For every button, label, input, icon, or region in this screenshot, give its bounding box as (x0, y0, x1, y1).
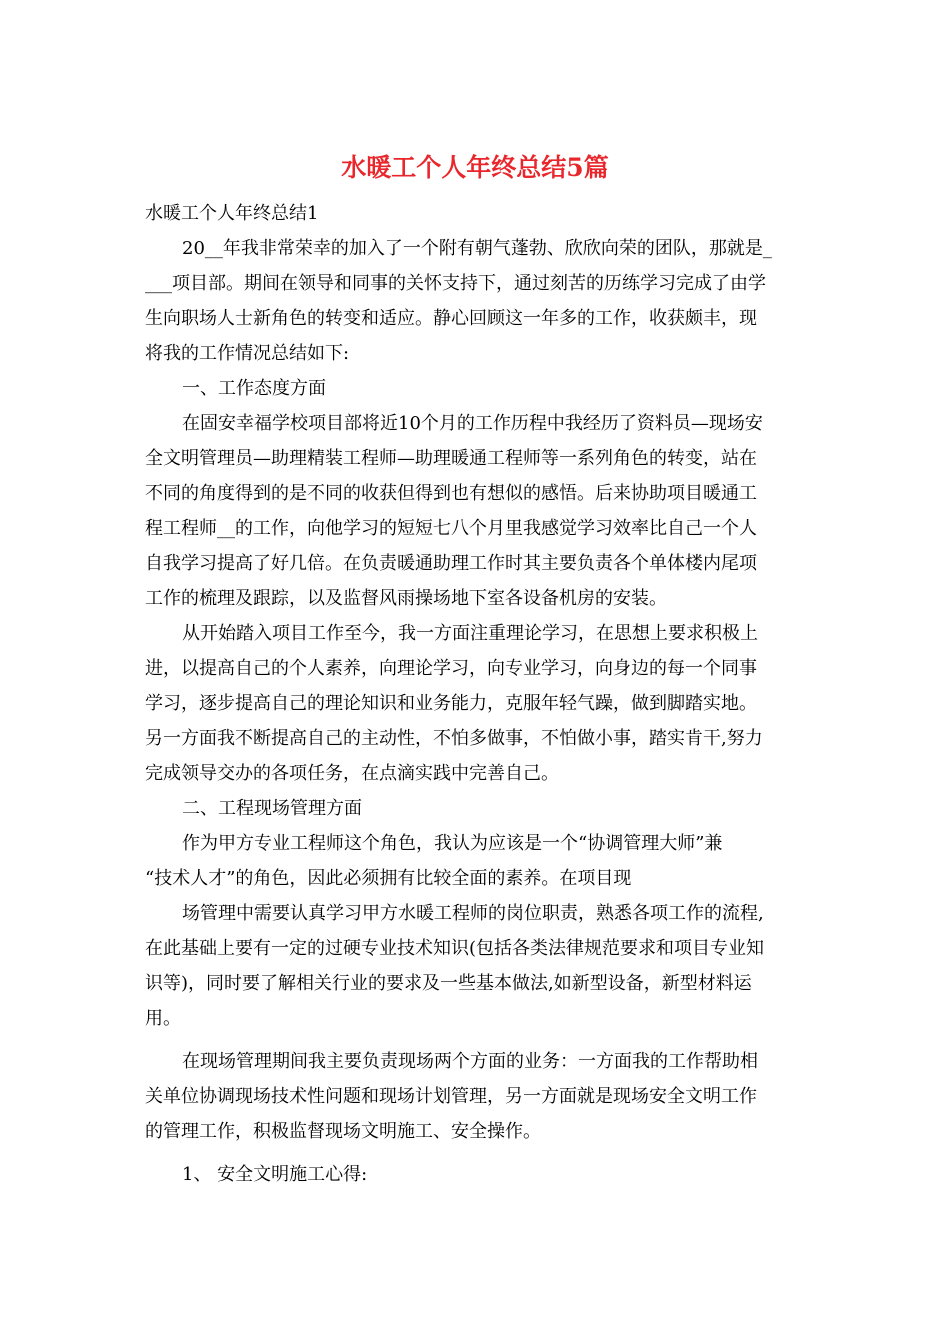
paragraph-line: 作为甲方专业工程师这个角色，我认为应该是一个“协调管理大师”兼 (182, 833, 723, 854)
paragraph-line: 的管理工作，积极监督现场文明施工、安全操作。 (145, 1121, 541, 1142)
paragraph-line: 学习，逐步提高自己的理论知识和业务能力，克服年轻气躁，做到脚踏实地。 (145, 693, 757, 714)
paragraph-line: 工作的梳理及跟踪，以及监督风雨操场地下室各设备机房的安装。 (145, 588, 667, 609)
paragraph-line: 自我学习提高了好几倍。在负责暖通助理工作时其主要负责各个单体楼内尾项 (145, 553, 757, 574)
paragraph-line: 识等)，同时要了解相关行业的要求及一些基本做法,如新型设备，新型材料运 (145, 973, 752, 994)
paragraph-line: 完成领导交办的各项任务，在点滴实践中完善自己。 (145, 763, 559, 784)
section-heading: 水暖工个人年终总结1 (145, 203, 319, 224)
paragraph-line: 程工程师__的工作，向他学习的短短七八个月里我感觉学习效率比自己一个人 (145, 518, 757, 539)
paragraph-line: “技术人才”的角色，因此必须拥有比较全面的素养。在项目现 (145, 868, 632, 889)
paragraph-line: 场管理中需要认真学习甲方水暖工程师的岗位职责，熟悉各项工作的流程, (182, 903, 764, 924)
paragraph-line: 不同的角度得到的是不同的收获但得到也有想似的感悟。后来协助项目暖通工 (145, 483, 757, 504)
document-title: 水暖工个人年终总结5篇 (341, 153, 609, 182)
subsection-heading: 一、工作态度方面 (182, 378, 326, 399)
paragraph-line: ___项目部。期间在领导和同事的关怀支持下，通过刻苦的历练学习完成了由学 (145, 273, 766, 294)
paragraph-line: 在此基础上要有一定的过硬专业技术知识(包括各类法律规范要求和项目专业知 (145, 938, 765, 959)
paragraph-line: 从开始踏入项目工作至今，我一方面注重理论学习，在思想上要求积极上 (182, 623, 758, 644)
document-body (145, 196, 805, 1192)
paragraph-line: 在现场管理期间我主要负责现场两个方面的业务：一方面我的工作帮助相 (182, 1051, 758, 1072)
paragraph-line: 全文明管理员—助理精装工程师—助理暖通工程师等一系列角色的转变，站在 (145, 448, 757, 469)
paragraph-line: 另一方面我不断提高自己的主动性，不怕多做事，不怕做小事，踏实肯干,努力 (145, 728, 763, 749)
paragraph-line: 20__年我非常荣幸的加入了一个附有朝气蓬勃、欣欣向荣的团队，那就是_ (182, 238, 772, 259)
paragraph-line: 生向职场人士新角色的转变和适应。静心回顾这一年多的工作，收获颇丰，现 (145, 308, 757, 329)
subsection-heading: 1、 安全文明施工心得: (182, 1164, 368, 1185)
paragraph-line: 用。 (145, 1008, 181, 1029)
paragraph-line: 将我的工作情况总结如下: (145, 343, 350, 364)
paragraph-line: 在固安幸福学校项目部将近10个月的工作历程中我经历了资料员—现场安 (182, 413, 763, 434)
subsection-heading: 二、工程现场管理方面 (182, 798, 362, 819)
paragraph-line: 关单位协调现场技术性问题和现场计划管理，另一方面就是现场安全文明工作 (145, 1086, 757, 1107)
paragraph-line: 进，以提高自己的个人素养，向理论学习，向专业学习，向身边的每一个同事 (145, 658, 757, 679)
